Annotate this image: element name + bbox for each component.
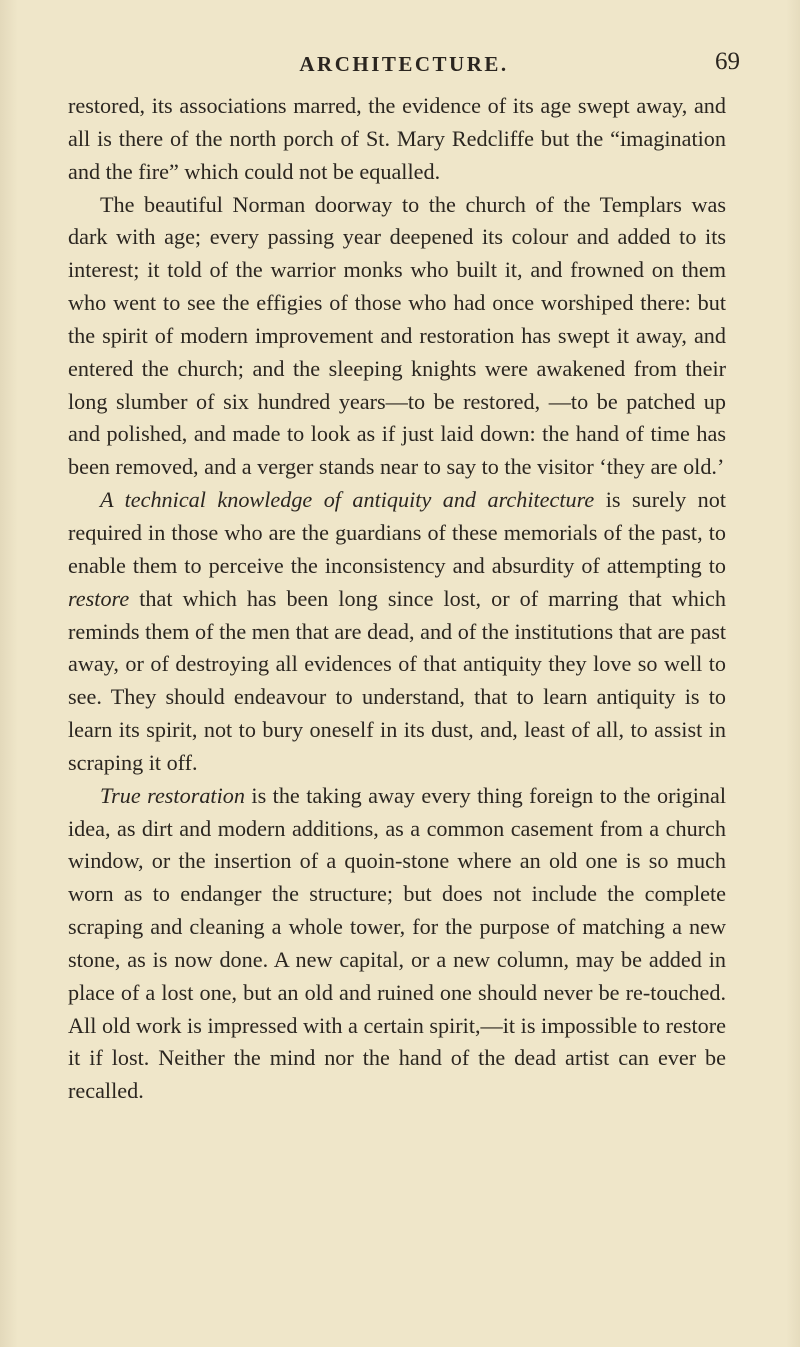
page-number: 69 xyxy=(715,48,740,75)
paragraph-1: restored, its associations marred, the evidence of its age swept away, and all is there of the north porch of St. Mary Redcliffe but the “imagination and the fire” which could not be equalled. xyxy=(68,93,726,184)
paragraph-4-text: is the taking away every thing foreign to the original idea, as dirt and modern additions, as a common casement from a church window, or the insertion of a quoin-stone where an old one is so much worn as to endanger the structure; but does not include the complete scraping and cleaning a whole tower, for the purpose of matching a new stone, as is now done. A new capital, or a new column, may be added in place of a lost one, but an old and ruined one should never be re-touched. All old work is impressed with a certain spirit,—it is impossible to restore it if lost. Neither the mind nor the hand of the dead artist can ever be recalled. xyxy=(68,782,726,1104)
running-title: ARCHITECTURE. xyxy=(299,52,509,76)
paragraph-3-emphasis: A technical knowledge of antiquity and architecture xyxy=(100,487,595,513)
paragraph-4 xyxy=(68,780,726,1108)
paragraph-2: The beautiful Norman doorway to the church of the Templars was dark with age; every passing year deepened its colour and added to its interest; it told of the warrior monks who built it, and frowned on them who went to see the effigies of those who had once worshiped there: but the spirit of modern improvement and restoration has swept it away, and entered the church; and the sleeping knights were awakened from their long slumber of six hundred years—to be restored, —to be patched up and polished, and made to look as if just laid down: the hand of time has been removed, and a verger stands near to say to the visitor ‘they are old.’ xyxy=(68,191,726,480)
paragraph-3-text-b: that which has been long since lost, or of marring that which reminds them of the men that are dead, and of the institutions that are past away, or of destroying all evidences of that antiquity they love so well to see. They should endeavour to understand, that to learn antiquity is to learn its spirit, not to bury oneself in its dust, and, least of all, to assist in scraping it off. xyxy=(68,585,726,775)
body-text xyxy=(68,90,726,1108)
paragraph-3-text-a: is surely not required in those who are the guardians of these memorials of the past, to enable them to perceive the inconsistency and absurdity of attempting to xyxy=(68,487,727,578)
paragraph-3 xyxy=(68,484,726,780)
paragraph-3-emphasis-restore: restore xyxy=(68,585,130,611)
running-header xyxy=(68,48,740,82)
paragraph-4-emphasis: True restoration xyxy=(100,782,245,808)
